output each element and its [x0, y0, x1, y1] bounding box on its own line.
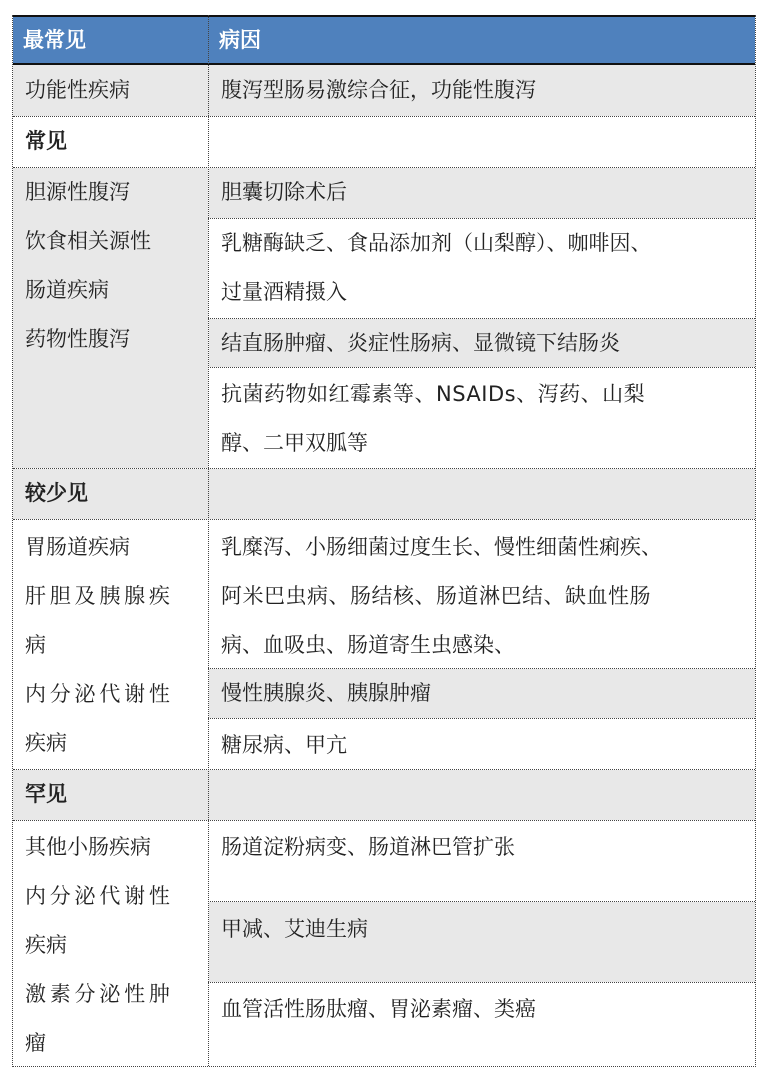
table-row-left-group-rare [13, 821, 208, 1066]
etiology-text: 胆囊切除术后 [221, 180, 347, 204]
etiology-text: 慢性胰腺炎、胰腺肿瘤 [221, 681, 431, 705]
category-label: 瘤 [25, 1031, 46, 1055]
category-label: 药物性腹泻 [25, 327, 130, 351]
etiology-text: 结直肠肿瘤、炎症性肠病、显微镜下结肠炎 [221, 331, 620, 355]
table-header [13, 15, 755, 65]
section-label: 罕见 [25, 782, 67, 806]
etiology-text: 肠道淀粉病变、肠道淋巴管扩张 [221, 835, 515, 859]
category-label: 内分泌代谢性 [25, 682, 174, 706]
category-label: 其他小肠疾病 [25, 835, 151, 859]
category-label: 肠道疾病 [25, 278, 109, 302]
etiology-text: 抗菌药物如红霉素等、NSAIDs、泻药、山梨 [221, 382, 646, 406]
table-row [209, 719, 755, 769]
table-row-left-group-less-common [13, 520, 208, 770]
category-label: 胆源性腹泻 [25, 180, 130, 204]
etiology-text: 过量酒精摄入 [221, 280, 347, 304]
section-label: 较少见 [25, 481, 88, 505]
etiology-text: 糖尿病、甲亢 [221, 733, 347, 757]
table-row [209, 520, 755, 667]
table-row [209, 319, 755, 367]
section-row-common [13, 117, 755, 167]
etiology-text: 腹泻型肠易激综合征，功能性腹泻 [221, 78, 536, 102]
section-row-less-common [13, 469, 755, 519]
table-row [209, 669, 755, 718]
table-row [209, 219, 755, 317]
header-col-etiology: 病因 [219, 28, 261, 52]
category-label: 功能性疾病 [25, 78, 130, 102]
section-label: 常见 [25, 129, 67, 153]
table-row-left-group-common [13, 168, 208, 468]
etiology-text: 血管活性肠肽瘤、胃泌素瘤、类癌 [221, 997, 536, 1021]
etiology-table [12, 15, 756, 1067]
category-label: 饮食相关源性 [25, 229, 151, 253]
category-label: 疾病 [25, 731, 67, 755]
table-row [209, 168, 755, 218]
etiology-text: 病、血吸虫、肠道寄生虫感染、 [221, 633, 515, 657]
etiology-text: 醇、二甲双胍等 [221, 431, 368, 455]
etiology-text: 乳糖酶缺乏、食品添加剂（山梨醇）、咖啡因、 [221, 231, 652, 255]
etiology-text: 乳糜泻、小肠细菌过度生长、慢性细菌性痢疾、 [221, 535, 662, 559]
table-row [209, 902, 755, 982]
table-row [13, 65, 755, 116]
category-label: 激素分泌性肿 [25, 982, 174, 1006]
table-row [209, 821, 755, 901]
category-label: 内分泌代谢性 [25, 884, 174, 908]
column-divider [208, 15, 209, 1066]
etiology-text: 甲减、艾迪生病 [221, 917, 368, 941]
header-col-frequency: 最常见 [23, 28, 86, 52]
etiology-text: 阿米巴虫病、肠结核、肠道淋巴结、缺血性肠 [221, 584, 651, 608]
section-row-rare [13, 770, 755, 820]
category-label: 胃肠道疾病 [25, 535, 130, 559]
table-row [209, 983, 755, 1066]
table-row [209, 368, 755, 468]
category-label: 疾病 [25, 933, 67, 957]
category-label: 病 [25, 633, 46, 657]
category-label: 肝胆及胰腺疾 [25, 584, 174, 608]
